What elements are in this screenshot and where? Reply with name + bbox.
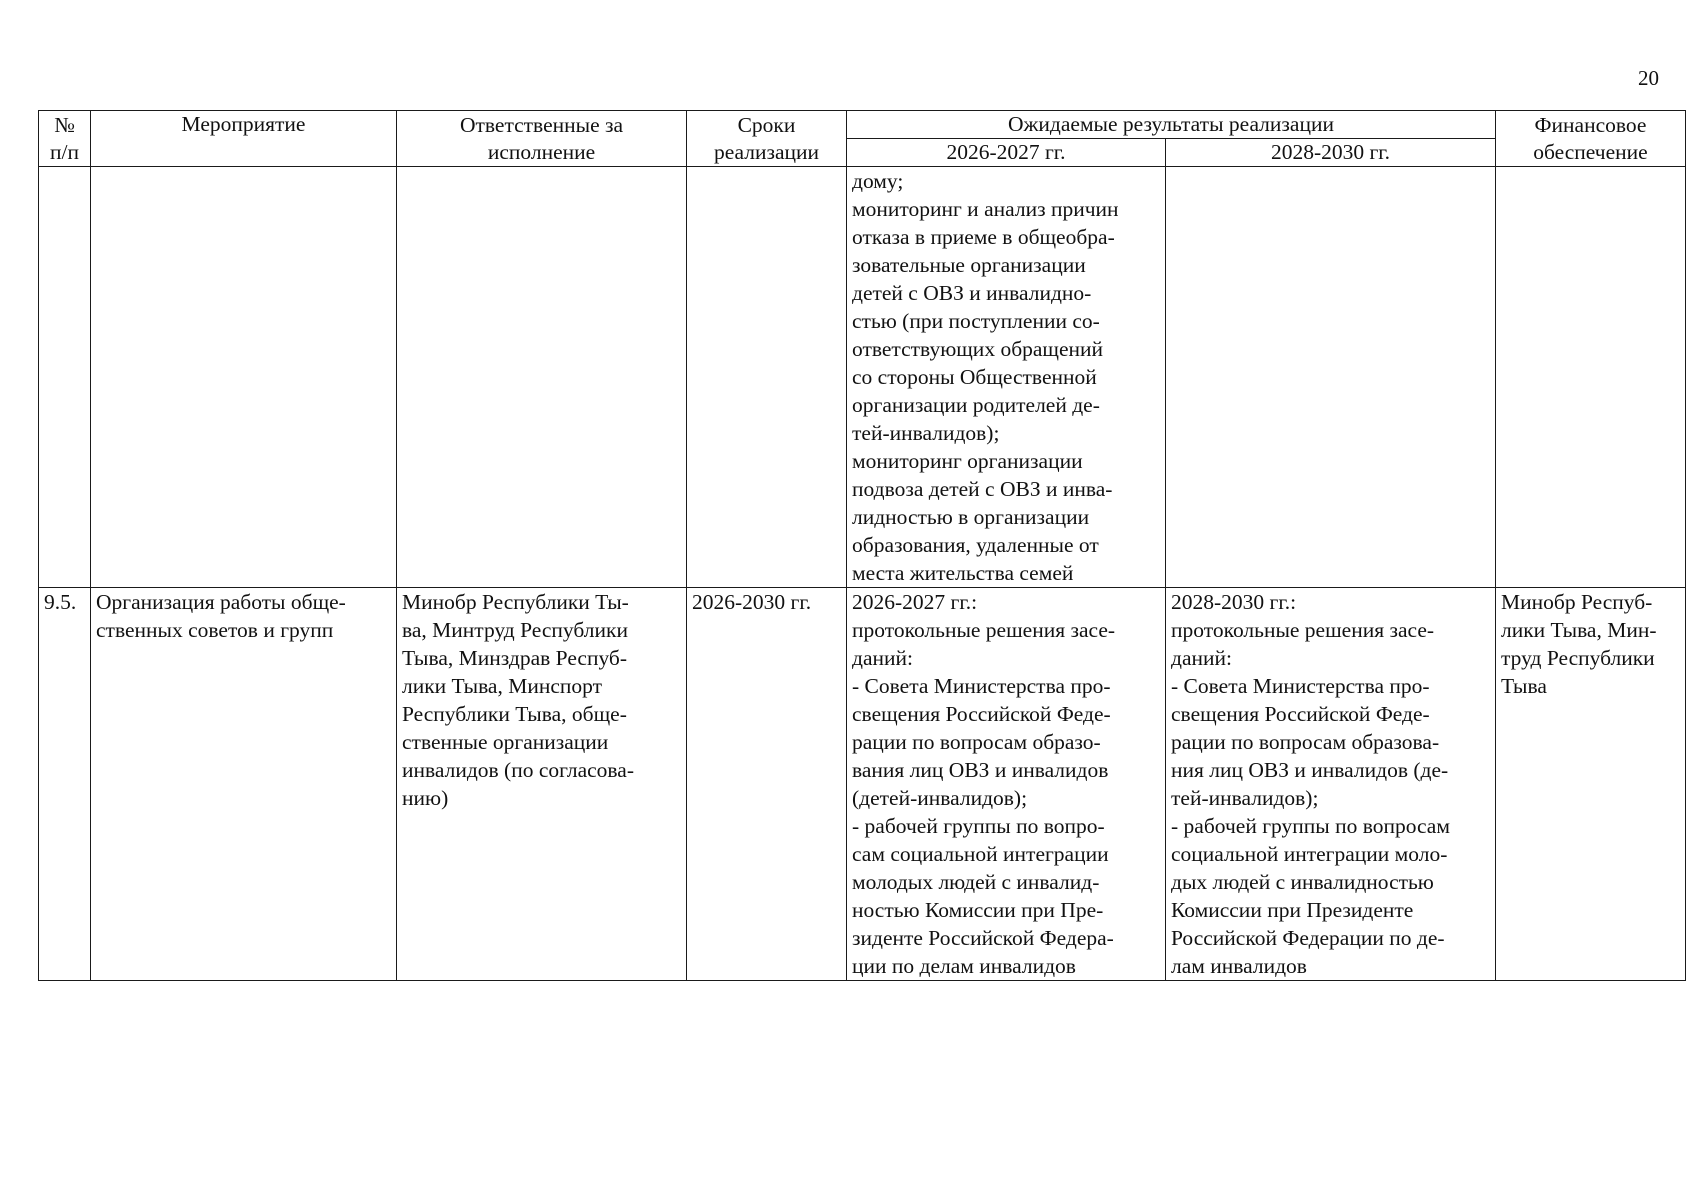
text-line: зовательные организации [852,253,1086,277]
text-line: дых людей с инвалидностью [1171,870,1434,894]
text-line: Тыва, Минздрав Респуб- [402,646,628,670]
table-row-continuation [39,167,1686,588]
cell-event [91,167,397,588]
text-line: тей-инвалидов); [1171,786,1319,810]
cell-financing [1496,167,1686,588]
action-plan-table [38,110,1686,981]
text-line: подвоза детей с ОВЗ и инва- [852,477,1113,501]
text-line: Минобр Респуб- [1501,590,1653,614]
header-period-2028-2030: 2028-2030 гг. [1166,139,1496,167]
text-line: лам инвалидов [1171,954,1307,978]
text-line: даний: [1171,646,1232,670]
text-line: ностью Комиссии при Пре- [852,898,1104,922]
text-line: тей-инвалидов); [852,421,1000,445]
text-line: - Совета Министерства про- [1171,674,1430,698]
text-line: 2026-2027 гг.: [852,590,978,614]
text-line: мониторинг и анализ причин [852,197,1119,221]
table-header [39,111,1686,167]
cell-results-2026-2027 [847,588,1166,981]
cell-financing [1496,588,1686,981]
header-period-2026-2027: 2026-2027 гг. [847,139,1166,167]
cell-results-2026-2027 [847,167,1166,588]
text-line: инвалидов (по согласова- [402,758,635,782]
text-line: лики Тыва, Минспорт [402,674,603,698]
cell-terms: 2026-2030 гг. [687,588,847,981]
cell-num [39,167,91,588]
text-line: Минобр Республики Ты- [402,590,629,614]
text-line: труд Республики [1501,646,1655,670]
text-line: молодых людей с инвалид- [852,870,1100,894]
text-line: отказа в приеме в общеобра- [852,225,1115,249]
text-line: лики Тыва, Мин- [1501,618,1657,642]
text-line: мониторинг организации [852,449,1083,473]
text-line: ответствующих обращений [852,337,1104,361]
text-line: 2028-2030 гг.: [1171,590,1297,614]
text-line: места жительства семей [852,561,1074,585]
text-line: ственные организации [402,730,609,754]
text-line: - Совета Министерства про- [852,674,1111,698]
text-line: зиденте Российской Федера- [852,926,1114,950]
cell-responsible [397,167,687,588]
text-line: Республики Тыва, обще- [402,702,627,726]
text-line: со стороны Общественной [852,365,1097,389]
header-num: № п/п [39,111,91,167]
header-event: Мероприятие [91,111,397,167]
cell-responsible [397,588,687,981]
text-line: рации по вопросам образова- [1171,730,1440,754]
text-line: даний: [852,646,913,670]
text-line: Организация работы обще- [96,590,346,614]
text-line: детей с ОВЗ и инвалидно- [852,281,1092,305]
text-line: дому; [852,169,904,193]
text-line: ции по делам инвалидов [852,954,1076,978]
text-line: стью (при поступлении со- [852,309,1100,333]
text-line: вания лиц ОВЗ и инвалидов [852,758,1109,782]
text-line: - рабочей группы по вопро- [852,814,1105,838]
page-number: 20 [1638,66,1659,90]
cell-num: 9.5. [39,588,91,981]
cell-event [91,588,397,981]
table-row [39,588,1686,981]
table-body [39,167,1686,981]
header-financing: Финансовое обеспечение [1496,111,1686,167]
text-line: свещения Российской Феде- [852,702,1111,726]
text-line: протокольные решения засе- [852,618,1116,642]
text-line: (детей-инвалидов); [852,786,1028,810]
header-responsible: Ответственные за исполнение [397,111,687,167]
text-line: протокольные решения засе- [1171,618,1435,642]
text-line: - рабочей группы по вопросам [1171,814,1450,838]
cell-results-2028-2030 [1166,167,1496,588]
text-line: сам социальной интеграции [852,842,1109,866]
text-line: организации родителей де- [852,393,1100,417]
text-line: социальной интеграции моло- [1171,842,1448,866]
text-line: свещения Российской Феде- [1171,702,1430,726]
text-line: образования, удаленные от [852,533,1099,557]
text-line: рации по вопросам образо- [852,730,1101,754]
text-line: Тыва [1501,674,1547,698]
text-line: Российской Федерации по де- [1171,926,1445,950]
text-line: Комиссии при Президенте [1171,898,1414,922]
text-line: нию) [402,786,449,810]
text-line: ственных советов и групп [96,618,334,642]
cell-results-2028-2030 [1166,588,1496,981]
header-expected-results: Ожидаемые результаты реализации [847,111,1496,139]
cell-terms [687,167,847,588]
text-line: ния лиц ОВЗ и инвалидов (де- [1171,758,1449,782]
text-line: лидностью в организации [852,505,1090,529]
header-terms: Сроки реализации [687,111,847,167]
text-line: ва, Минтруд Республики [402,618,628,642]
